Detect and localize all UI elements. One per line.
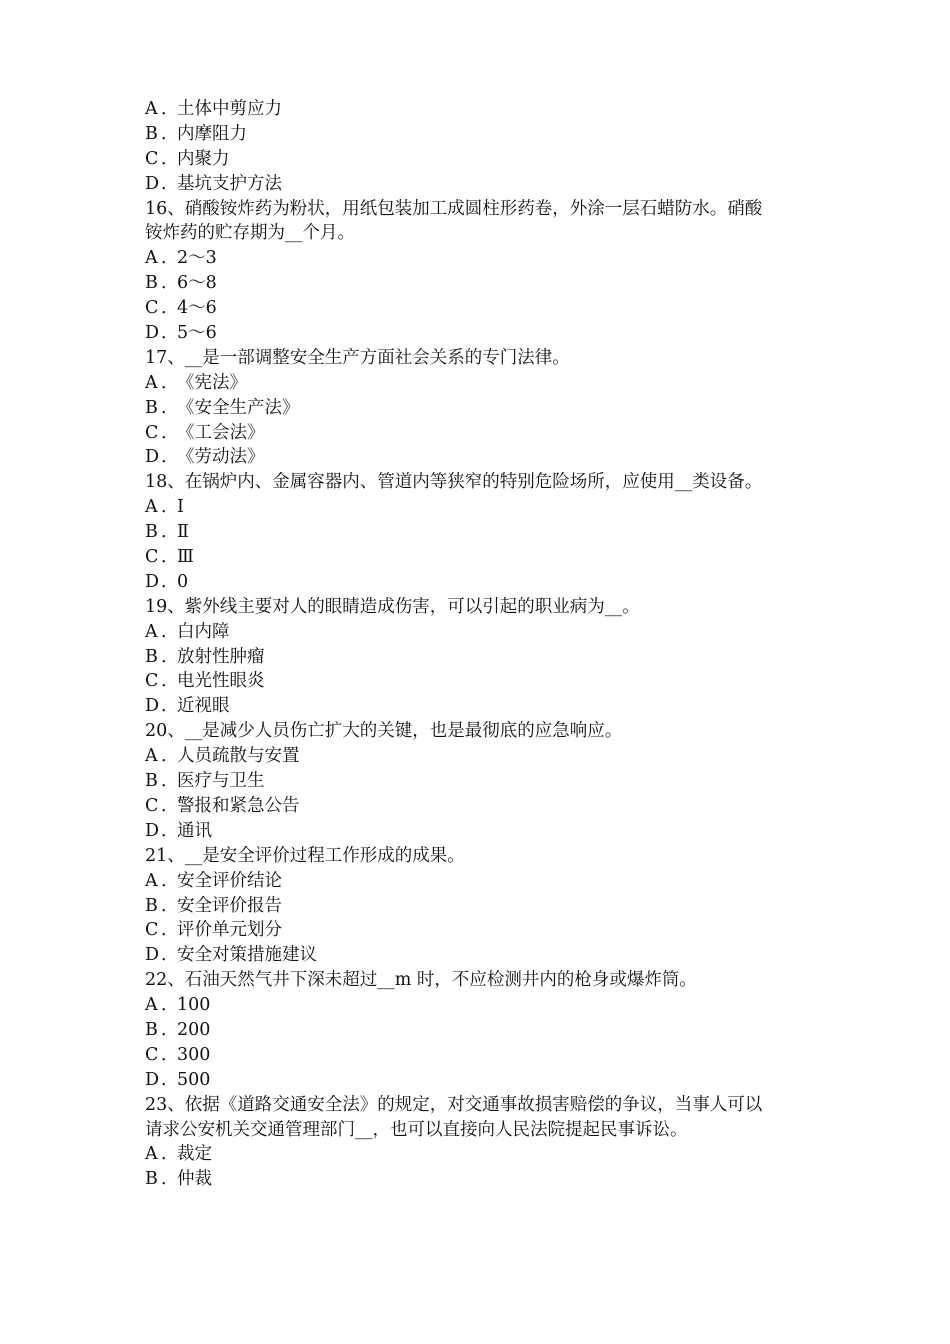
option-text: 《劳动法》 [177, 447, 265, 468]
option-text: 通讯 [177, 820, 212, 841]
option-letter: A [145, 995, 158, 1016]
option-text: 500 [177, 1069, 211, 1090]
option-line: D ．5～6 [145, 321, 825, 346]
option-letter: D [145, 447, 160, 468]
option-line: C ．300 [145, 1043, 825, 1068]
option-letter: D [145, 696, 160, 717]
option-letter: A [145, 746, 158, 767]
option-line: B ．仲裁 [145, 1167, 825, 1192]
option-text: 白内障 [177, 621, 230, 642]
question-list [145, 197, 825, 1193]
question-stem: 18、在锅炉内、金属容器内、管道内等狭窄的特别危险场所，应使用__类设备。 [145, 472, 763, 493]
option-letter: D [145, 571, 160, 592]
option-letter: C [145, 1044, 159, 1065]
option-letter: C [145, 671, 159, 692]
option-text: Ⅲ [177, 547, 194, 568]
question-stem: 21、__是安全评价过程工作形成的成果。 [145, 845, 465, 866]
option-text: 《安全生产法》 [177, 397, 300, 418]
option-letter: A [145, 1144, 158, 1165]
option-line: B ．安全评价报告 [145, 894, 825, 919]
option-line: D ．近视眼 [145, 694, 825, 719]
option-line: B ．Ⅱ [145, 520, 825, 545]
option-line: A ．2～3 [145, 246, 825, 271]
option-text: 人员疏散与安置 [177, 746, 300, 767]
q15-options [145, 97, 825, 197]
question-stem: 20、__是减少人员伤亡扩大的关键，也是最彻底的应急响应。 [145, 721, 623, 742]
option-letter: B [145, 522, 158, 543]
option-line: C ．评价单元划分 [145, 918, 825, 943]
option-text: 医疗与卫生 [177, 771, 265, 792]
option-line: A ．人员疏散与安置 [145, 744, 825, 769]
option-letter: C [145, 298, 159, 319]
option-line: A ．《宪法》 [145, 371, 825, 396]
question-stem: 22、石油天然气井下深未超过__m 时，不应检测井内的枪身或爆炸筒。 [145, 970, 697, 991]
question-block [145, 346, 825, 470]
option-text: 6～8 [177, 273, 217, 294]
option-text: 100 [177, 995, 211, 1016]
question-stem: 铵炸药的贮存期为__个月。 [145, 223, 355, 244]
option-letter: B [145, 273, 158, 294]
option-line: D ．安全对策措施建议 [145, 943, 825, 968]
option-letter: C [145, 422, 159, 443]
option-letter: A [145, 372, 158, 393]
option-letter: D [145, 1069, 160, 1090]
option-line: D ．基坑支护方法 [145, 173, 282, 194]
option-line: A ．土体中剪应力 [145, 99, 282, 119]
option-letter: B [145, 646, 158, 667]
option-letter: C [145, 547, 159, 568]
option-line: B ．内摩阻力 [145, 123, 247, 144]
option-text: 4～6 [177, 298, 217, 319]
option-letter: D [145, 323, 160, 344]
option-line: B ．放射性肿瘤 [145, 645, 825, 670]
option-text: 安全评价报告 [177, 895, 282, 916]
option-line: C ．内聚力 [145, 148, 230, 169]
option-text: 200 [177, 1019, 211, 1040]
option-text: 300 [177, 1044, 211, 1065]
option-text: 放射性肿瘤 [177, 646, 265, 667]
option-letter: D [145, 945, 160, 966]
option-line: A ．安全评价结论 [145, 869, 825, 894]
option-line: A ．白内障 [145, 620, 825, 645]
option-text: 裁定 [177, 1144, 212, 1165]
option-letter: B [145, 397, 158, 418]
option-letter: B [145, 1019, 158, 1040]
option-text: 近视眼 [177, 696, 230, 717]
question-block [145, 197, 825, 346]
option-letter: B [145, 895, 158, 916]
option-text: Ⅱ [177, 522, 189, 543]
option-line: C ．4～6 [145, 296, 825, 321]
option-letter: C [145, 920, 159, 941]
question-block [145, 844, 825, 968]
question-stem: 请求公安机关交通管理部门__，也可以直接向人民法院提起民事诉讼。 [145, 1119, 688, 1140]
option-line: A ．100 [145, 993, 825, 1018]
option-line: C ．电光性眼炎 [145, 669, 825, 694]
question-stem: 19、紫外线主要对人的眼睛造成伤害，可以引起的职业病为__。 [145, 596, 640, 617]
option-line: B ．6～8 [145, 271, 825, 296]
question-block [145, 968, 825, 1092]
option-text: 0 [177, 571, 189, 592]
option-line: C ．警报和紧急公告 [145, 794, 825, 819]
option-line: B ．《安全生产法》 [145, 396, 825, 421]
option-line: D ．通讯 [145, 819, 825, 844]
option-letter: A [145, 497, 158, 518]
question-block [145, 595, 825, 719]
option-line: C ．《工会法》 [145, 421, 825, 446]
option-letter: A [145, 248, 158, 269]
question-stem: 16、硝酸铵炸药为粉状，用纸包装加工成圆柱形药卷，外涂一层石蜡防水。硝酸 [145, 198, 763, 219]
option-text: 评价单元划分 [177, 920, 282, 941]
option-text: 电光性眼炎 [177, 671, 265, 692]
option-letter: A [145, 621, 158, 642]
question-stem: 17、__是一部调整安全生产方面社会关系的专门法律。 [145, 347, 570, 368]
option-letter: D [145, 820, 160, 841]
option-text: 《宪法》 [177, 372, 247, 393]
option-text: 仲裁 [177, 1169, 212, 1190]
option-line: B ．200 [145, 1018, 825, 1043]
option-text: 2～3 [177, 248, 217, 269]
option-text: Ⅰ [177, 497, 184, 518]
option-letter: C [145, 795, 159, 816]
option-text: 安全评价结论 [177, 870, 282, 891]
question-stem: 23、依据《道路交通安全法》的规定，对交通事故损害赔偿的争议，当事人可以 [145, 1094, 763, 1115]
document-page [145, 97, 825, 1192]
question-block [145, 1093, 825, 1193]
option-letter: B [145, 1169, 158, 1190]
option-letter: A [145, 870, 158, 891]
option-text: 《工会法》 [177, 422, 265, 443]
question-block [145, 719, 825, 843]
option-line: D ．500 [145, 1068, 825, 1093]
option-line: A ．Ⅰ [145, 495, 825, 520]
option-line: A ．裁定 [145, 1142, 825, 1167]
option-letter: B [145, 771, 158, 792]
option-line: B ．医疗与卫生 [145, 769, 825, 794]
option-text: 5～6 [177, 323, 217, 344]
question-block [145, 470, 825, 594]
option-line: C ．Ⅲ [145, 545, 825, 570]
option-text: 警报和紧急公告 [177, 795, 300, 816]
option-line: D ．《劳动法》 [145, 445, 825, 470]
option-text: 安全对策措施建议 [177, 945, 317, 966]
option-line: D ．0 [145, 570, 825, 595]
